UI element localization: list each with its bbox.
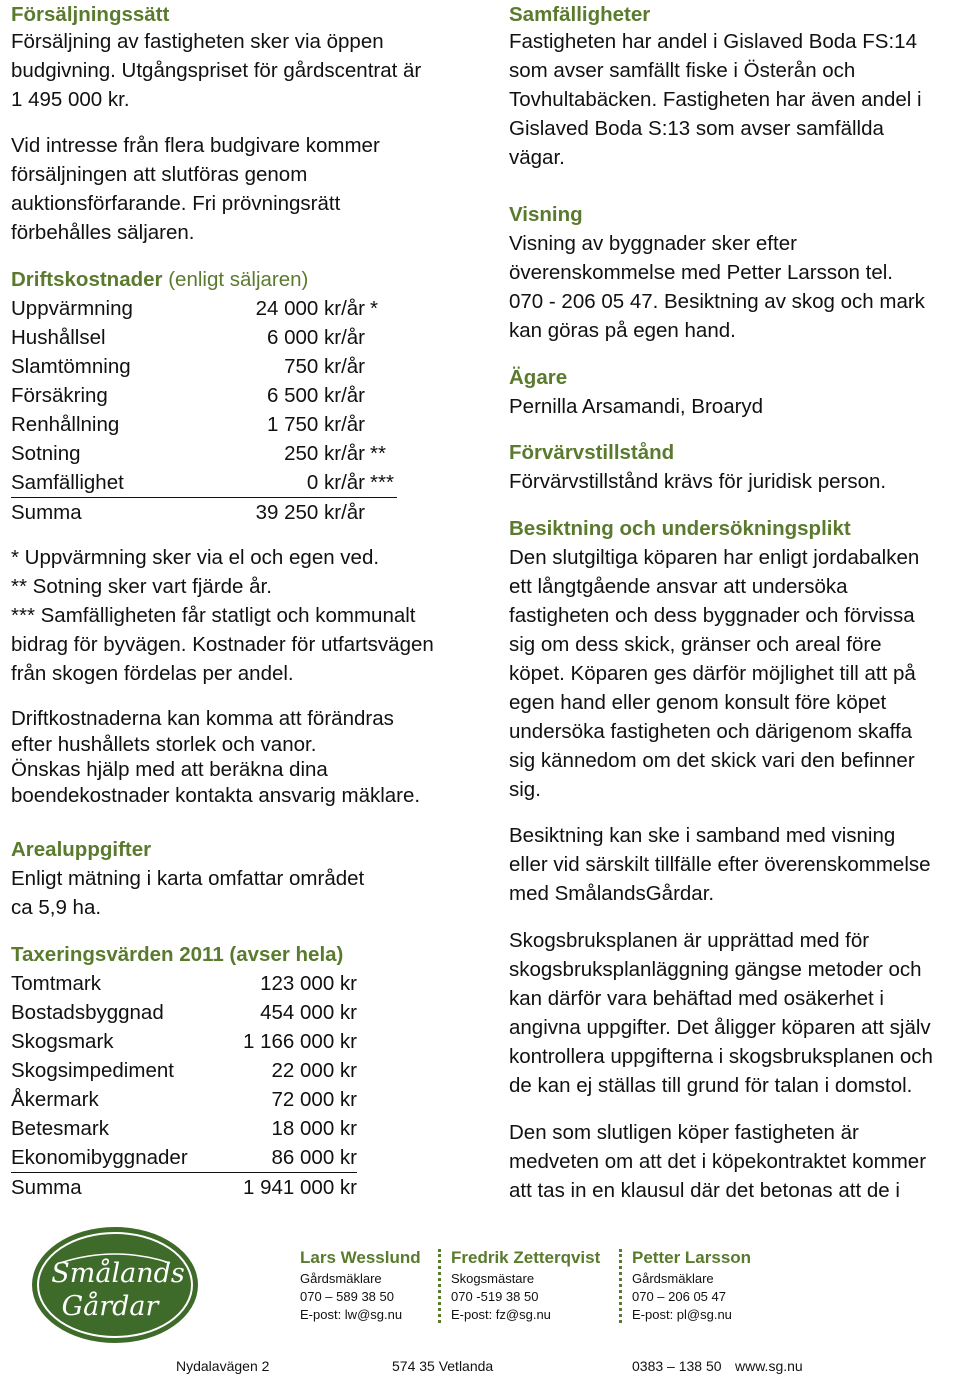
cost-row xyxy=(11,439,397,468)
sale-text-5: försäljningen att slutföras genom xyxy=(11,163,308,186)
contact-phone[interactable]: 070 – 589 38 50 xyxy=(300,1289,394,1304)
footer-web-link[interactable]: www.sg.nu xyxy=(735,1358,803,1374)
samf-heading: Samfälligheter xyxy=(509,3,651,26)
tax-label: Ekonomibyggnader xyxy=(11,1146,188,1169)
sale-text-7: förbehålles säljaren. xyxy=(11,221,195,244)
cost-note: * xyxy=(370,297,378,320)
area-text-1: Enligt mätning i karta omfattar området xyxy=(11,867,365,890)
besiktning-line: angivna uppgifter. Det åligger köparen att själv xyxy=(509,1016,931,1039)
footnote-3a: *** Samfälligheten får statligt och kommunalt xyxy=(11,604,416,627)
visning-line: överenskommelse med Petter Larsson tel. xyxy=(509,261,893,284)
costs-note-2: efter hushållets storlek och vanor. xyxy=(11,732,317,756)
cost-row xyxy=(11,410,397,439)
besiktning-line: de kan ej ställas till grund för talan i domstol. xyxy=(509,1074,913,1097)
sale-text-2: budgivning. Utgångspriset för gårdscentrat är xyxy=(11,59,422,82)
tax-row xyxy=(11,1114,357,1143)
cost-row xyxy=(11,294,397,323)
contact-email[interactable]: E-post: fz@sg.nu xyxy=(451,1307,551,1322)
tax-row xyxy=(11,1056,357,1085)
besiktning-para-2 xyxy=(509,821,931,908)
owner-text: Pernilla Arsamandi, Broaryd xyxy=(509,395,764,418)
samf-line: Gislaved Boda S:13 som avser samfällda xyxy=(509,117,884,140)
tax-label: Skogsimpediment xyxy=(11,1059,174,1082)
cost-amount: 250 kr/år xyxy=(284,442,365,465)
cost-note xyxy=(365,381,370,410)
tax-amount: 1 166 000 kr xyxy=(243,1030,357,1053)
besiktning-line: sig kännedom om det skick vari den befinner xyxy=(509,749,915,772)
tax-amount: 123 000 kr xyxy=(260,972,357,995)
contact-divider xyxy=(619,1249,622,1323)
costs-table xyxy=(11,294,397,527)
besiktning-heading: Besiktning och undersökningsplikt xyxy=(509,517,851,540)
samf-line: som avser samfällt fiske i Österån och xyxy=(509,59,856,82)
besiktning-line: sig om dess skick, gränser och areal före xyxy=(509,633,882,656)
besiktning-para-3 xyxy=(509,926,933,1100)
cost-row xyxy=(11,323,397,352)
besiktning-line: undersöka fastigheten och därigenom skaffa xyxy=(509,720,913,743)
besiktning-line: egen hand eller genom konsult före köpet xyxy=(509,691,887,714)
samf-line: Tovhultabäcken. Fastigheten har även andel i xyxy=(509,88,922,111)
footer-address: Nydalavägen 2 xyxy=(176,1358,270,1374)
besiktning-line: Den som slutligen köper fastigheten är xyxy=(509,1121,859,1144)
footnote-2: ** Sotning sker vart fjärde år. xyxy=(11,575,272,598)
costs-note-1: Driftkostnaderna kan komma att förändras xyxy=(11,707,394,730)
costs-note xyxy=(11,706,420,808)
costs-heading-main: Driftskostnader xyxy=(11,268,163,291)
cost-amount: 1 750 kr/år xyxy=(267,413,365,436)
besiktning-line: fastigheten och dess byggnader och förvissa xyxy=(509,604,915,627)
visning-line: Visning av byggnader sker efter xyxy=(509,232,797,255)
footnote-3b: bidrag för byvägen. Kostnader för utfartsvägen xyxy=(11,633,434,656)
visning-line: 070 - 206 05 47. Besiktning av skog och mark xyxy=(509,290,925,313)
visning-text xyxy=(509,229,925,345)
cost-row xyxy=(11,381,397,410)
tax-row-total xyxy=(11,1173,357,1202)
tax-heading: Taxeringsvärden 2011 (avser hela) xyxy=(11,943,344,966)
cost-label: Hushållsel xyxy=(11,326,106,349)
besiktning-para-4 xyxy=(509,1118,926,1205)
besiktning-line: Skogsbruksplanen är upprättad med för xyxy=(509,929,870,952)
contact-name: Lars Wesslund xyxy=(300,1248,421,1267)
cost-amount: 39 250 kr/år xyxy=(255,501,365,524)
smalands-gardar-logo xyxy=(30,1225,200,1345)
besiktning-line: med SmålandsGårdar. xyxy=(509,882,715,905)
cost-note: ** xyxy=(370,442,386,465)
tax-label: Bostadsbyggnad xyxy=(11,1001,164,1024)
tax-table xyxy=(11,969,357,1202)
visning-line: kan göras på egen hand. xyxy=(509,319,736,342)
besiktning-line: skogsbruksplanläggning gängse metoder och xyxy=(509,958,922,981)
contact-name: Petter Larsson xyxy=(632,1248,752,1267)
contact-phone[interactable]: 070 – 206 05 47 xyxy=(632,1289,726,1304)
cost-note xyxy=(365,498,370,527)
contact-title: Gårdsmäklare xyxy=(300,1271,382,1286)
samf-line: Fastigheten har andel i Gislaved Boda FS:14 xyxy=(509,30,917,53)
besiktning-para-1 xyxy=(509,543,919,804)
tax-amount: 18 000 kr xyxy=(271,1117,357,1140)
area-text-2: ca 5,9 ha. xyxy=(11,896,102,919)
besiktning-line: Besiktning kan ske i samband med visning xyxy=(509,824,896,847)
cost-note xyxy=(365,410,370,439)
cost-row xyxy=(11,352,397,381)
besiktning-line: eller vid särskilt tillfälle efter överenskommelse xyxy=(509,853,931,876)
footnote-1: * Uppvärmning sker via el och egen ved. xyxy=(11,546,380,569)
contact-title: Gårdsmäklare xyxy=(632,1271,714,1286)
cost-note: *** xyxy=(370,471,394,494)
contact-email[interactable]: E-post: lw@sg.nu xyxy=(300,1307,403,1322)
logo-text-1: Smålands xyxy=(51,1258,185,1289)
footer xyxy=(0,1225,960,1378)
tax-amount: 454 000 kr xyxy=(260,1001,357,1024)
footer-phone[interactable]: 0383 – 138 50 xyxy=(632,1358,722,1374)
contact-email[interactable]: E-post: pl@sg.nu xyxy=(632,1307,732,1322)
sale-text-4: Vid intresse från flera budgivare kommer xyxy=(11,134,380,157)
tax-label: Tomtmark xyxy=(11,972,101,995)
contact-divider xyxy=(438,1249,441,1323)
cost-row xyxy=(11,468,397,498)
forvarv-text: Förvärvstillstånd krävs för juridisk person. xyxy=(509,470,887,493)
cost-amount: 750 kr/år xyxy=(284,355,365,378)
costs-heading-sub: (enligt säljaren) xyxy=(162,268,309,291)
tax-label: Summa xyxy=(11,1176,82,1199)
besiktning-line: kan därför vara behäftad med osäkerhet i xyxy=(509,987,884,1010)
tax-row xyxy=(11,998,357,1027)
tax-row xyxy=(11,1085,357,1114)
footer-postal: 574 35 Vetlanda xyxy=(392,1358,494,1374)
tax-label: Betesmark xyxy=(11,1117,109,1140)
logo-text-2: Gårdar xyxy=(61,1291,159,1322)
tax-amount: 1 941 000 kr xyxy=(243,1176,357,1199)
sale-heading: Försäljningssätt xyxy=(11,3,170,26)
cost-label: Summa xyxy=(11,501,82,524)
besiktning-line: ett långtgående ansvar att undersöka xyxy=(509,575,848,598)
cost-amount: 6 000 kr/år xyxy=(267,326,365,349)
cost-label: Försäkring xyxy=(11,384,108,407)
contact-title: Skogsmästare xyxy=(451,1271,535,1286)
forvarv-heading: Förvärvstillstånd xyxy=(509,441,675,464)
besiktning-line: kontrollera uppgifterna i skogsbruksplanen och xyxy=(509,1045,933,1068)
area-heading: Arealuppgifter xyxy=(11,838,152,861)
besiktning-line: att tas in en klausul där det betonas att de i xyxy=(509,1179,900,1202)
tax-label: Åkermark xyxy=(11,1088,99,1111)
cost-amount: 24 000 kr/år xyxy=(255,297,365,320)
cost-label: Sotning xyxy=(11,442,81,465)
besiktning-line: Den slutgiltiga köparen har enligt jordabalken xyxy=(509,546,920,569)
contact-name: Fredrik Zetterqvist xyxy=(451,1248,601,1267)
cost-label: Uppvärmning xyxy=(11,297,133,320)
costs-note-3: Önskas hjälp med att beräkna dina xyxy=(11,758,328,781)
cost-note xyxy=(365,323,370,352)
tax-row xyxy=(11,1143,357,1173)
cost-label: Renhållning xyxy=(11,413,120,436)
owner-heading: Ägare xyxy=(509,366,568,389)
contact-lars xyxy=(300,1247,421,1324)
besiktning-line: köpet. Köparen ges därför möjlighet till att på xyxy=(509,662,916,685)
tax-amount: 22 000 kr xyxy=(271,1059,357,1082)
costs-heading xyxy=(11,265,308,294)
visning-heading: Visning xyxy=(509,203,583,226)
footnote-3c: från skogen fördelas per andel. xyxy=(11,662,294,685)
cost-note xyxy=(365,352,370,381)
besiktning-line: medveten om att det i köpekontraktet kommer xyxy=(509,1150,927,1173)
cost-amount: 6 500 kr/år xyxy=(267,384,365,407)
tax-amount: 86 000 kr xyxy=(271,1146,357,1169)
contact-fredrik xyxy=(451,1247,600,1324)
cost-row-total xyxy=(11,498,397,527)
tax-row xyxy=(11,1027,357,1056)
costs-note-4: boendekostnader kontakta ansvarig mäklare. xyxy=(11,783,421,807)
contact-phone[interactable]: 070 -519 38 50 xyxy=(451,1289,539,1304)
tax-label: Skogsmark xyxy=(11,1030,114,1053)
cost-label: Samfällighet xyxy=(11,471,124,494)
sale-text-1: Försäljning av fastigheten sker via öppen xyxy=(11,30,384,53)
contact-petter xyxy=(632,1247,751,1324)
besiktning-line: sig. xyxy=(509,778,541,801)
samf-text xyxy=(509,27,922,172)
sale-text-6: auktionsförfarande. Fri prövningsrätt xyxy=(11,192,341,215)
cost-amount: 0 kr/år xyxy=(306,471,365,494)
tax-amount: 72 000 kr xyxy=(271,1088,357,1111)
cost-label: Slamtömning xyxy=(11,355,131,378)
samf-line: vägar. xyxy=(509,146,565,169)
sale-text-3: 1 495 000 kr. xyxy=(11,88,130,111)
tax-row xyxy=(11,969,357,998)
